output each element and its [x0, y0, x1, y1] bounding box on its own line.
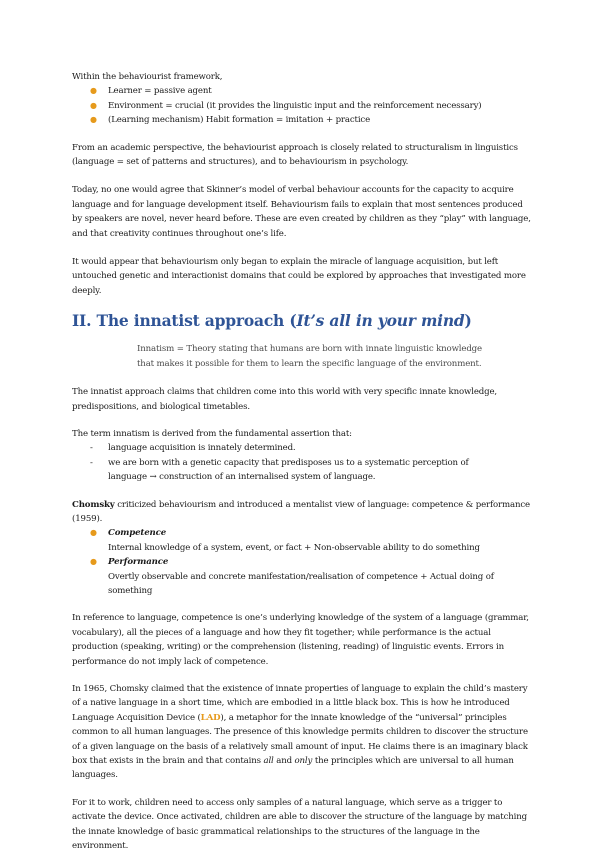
list-item-text: Environment = crucial (it provides the linguistic input and the reinforcement necessary)	[108, 100, 482, 111]
paragraph-innatist-claim: The innatist approach claims that children come into this world with very specific innate knowledge, predispositions, and biological timetables.	[72, 387, 497, 412]
list-item	[72, 113, 532, 127]
bullet-icon: ●	[90, 100, 97, 110]
paragraph-device-activation: For it to work, children need to access only samples of a natural language, which serve as a trigger to activate the device. Once activated, children are able to discover the structure of the language by matching the innate knowledge of basic grammatical relationships to the structures of the language in the environment.	[72, 797, 527, 852]
innatism-dash-list	[72, 441, 532, 484]
competence-performance-list	[72, 526, 532, 540]
paragraph-chomsky: Chomsky criticized behaviourism and introduced a mentalist view of language: competence & performance (1959).	[72, 499, 530, 524]
list-item-text: (Learning mechanism) Habit formation = imitation + practice	[108, 115, 371, 126]
bullet-icon: ●	[90, 528, 97, 538]
bullet-icon: ●	[90, 86, 97, 96]
list-item: ● Performance	[72, 555, 532, 569]
document-page	[72, 70, 532, 853]
intro-lead: Within the behaviourist framework,	[72, 72, 223, 82]
paragraph-term-innatism: The term innatism is derived from the fundamental assertion that:	[72, 428, 352, 439]
competence-description: Internal knowledge of a system, event, or fact + Non-observable ability to do something	[108, 542, 480, 553]
paragraph-academic-perspective: From an academic perspective, the behaviourist approach is closely related to structuralism in linguistics (language = set of patterns and structures), and to behaviourism in psychology.	[72, 142, 518, 168]
lad-acronym: LAD	[200, 712, 221, 723]
paragraph-skinner: Today, no one would agree that Skinner’s model of verbal behaviour accounts for the capacity to acquire language and for language development itself. Behaviourism fails to explain that most sentences produced by speakers are novel, never heard before. These are even created by children as they “play” with language, and that creativity continues throughout one’s life.	[72, 185, 531, 239]
section-heading: II. The innatist approach (It’s all in your mind)	[72, 311, 472, 331]
list-item: - we are born with a genetic capacity that predisposes us to a systematic perception of language → construction of an internalised system of language.	[90, 457, 469, 483]
list-item	[72, 84, 532, 98]
list-item: - language acquisition is innately determined.	[90, 443, 296, 454]
innatism-definition: Innatism = Theory stating that humans are born with innate linguistic knowledge that makes it possible for them to learn the specific language of the environment.	[137, 344, 482, 369]
performance-bullet	[72, 555, 532, 569]
bullet-icon: ●	[90, 115, 97, 125]
bullet-icon: ●	[90, 557, 97, 567]
list-item	[72, 99, 532, 113]
paragraph-lad: In 1965, Chomsky claimed that the existence of innate properties of language to explain the child’s mastery of a native language in a short time, which are embodied in a little black box. This is how he introduced Language Acquisition Device (LAD), a metaphor for the innate knowledge of the “universal” principles common to all human languages. The presence of this knowledge permits children to discover the structure of a given language on the basis of a relatively small amount of input. He claims there is an imaginary black box that exists in the brain and that contains all and only the principles which are universal to all human languages.	[72, 684, 528, 781]
list-item: ● Competence	[72, 526, 532, 540]
performance-description: Overtly observable and concrete manifestation/realisation of competence + Actual doing of something	[108, 571, 494, 596]
list-item-text: Learner = passive agent	[108, 86, 212, 97]
paragraph-behaviourism-limits: It would appear that behaviourism only began to explain the miracle of language acquisition, but left untouched genetic and interactionist domains that could be explored by approaches that investigated more deeply.	[72, 257, 526, 296]
behaviourist-bullet-list	[72, 84, 532, 127]
paragraph-competence-performance: In reference to language, competence is one’s underlying knowledge of the system of a language (grammar, vocabulary), all the pieces of a language and how they fit together; while performance is the actual production (speaking, writing) or the comprehension (listening, reading) of linguistic events. Errors in performance do not imply lack of competence.	[72, 613, 529, 667]
